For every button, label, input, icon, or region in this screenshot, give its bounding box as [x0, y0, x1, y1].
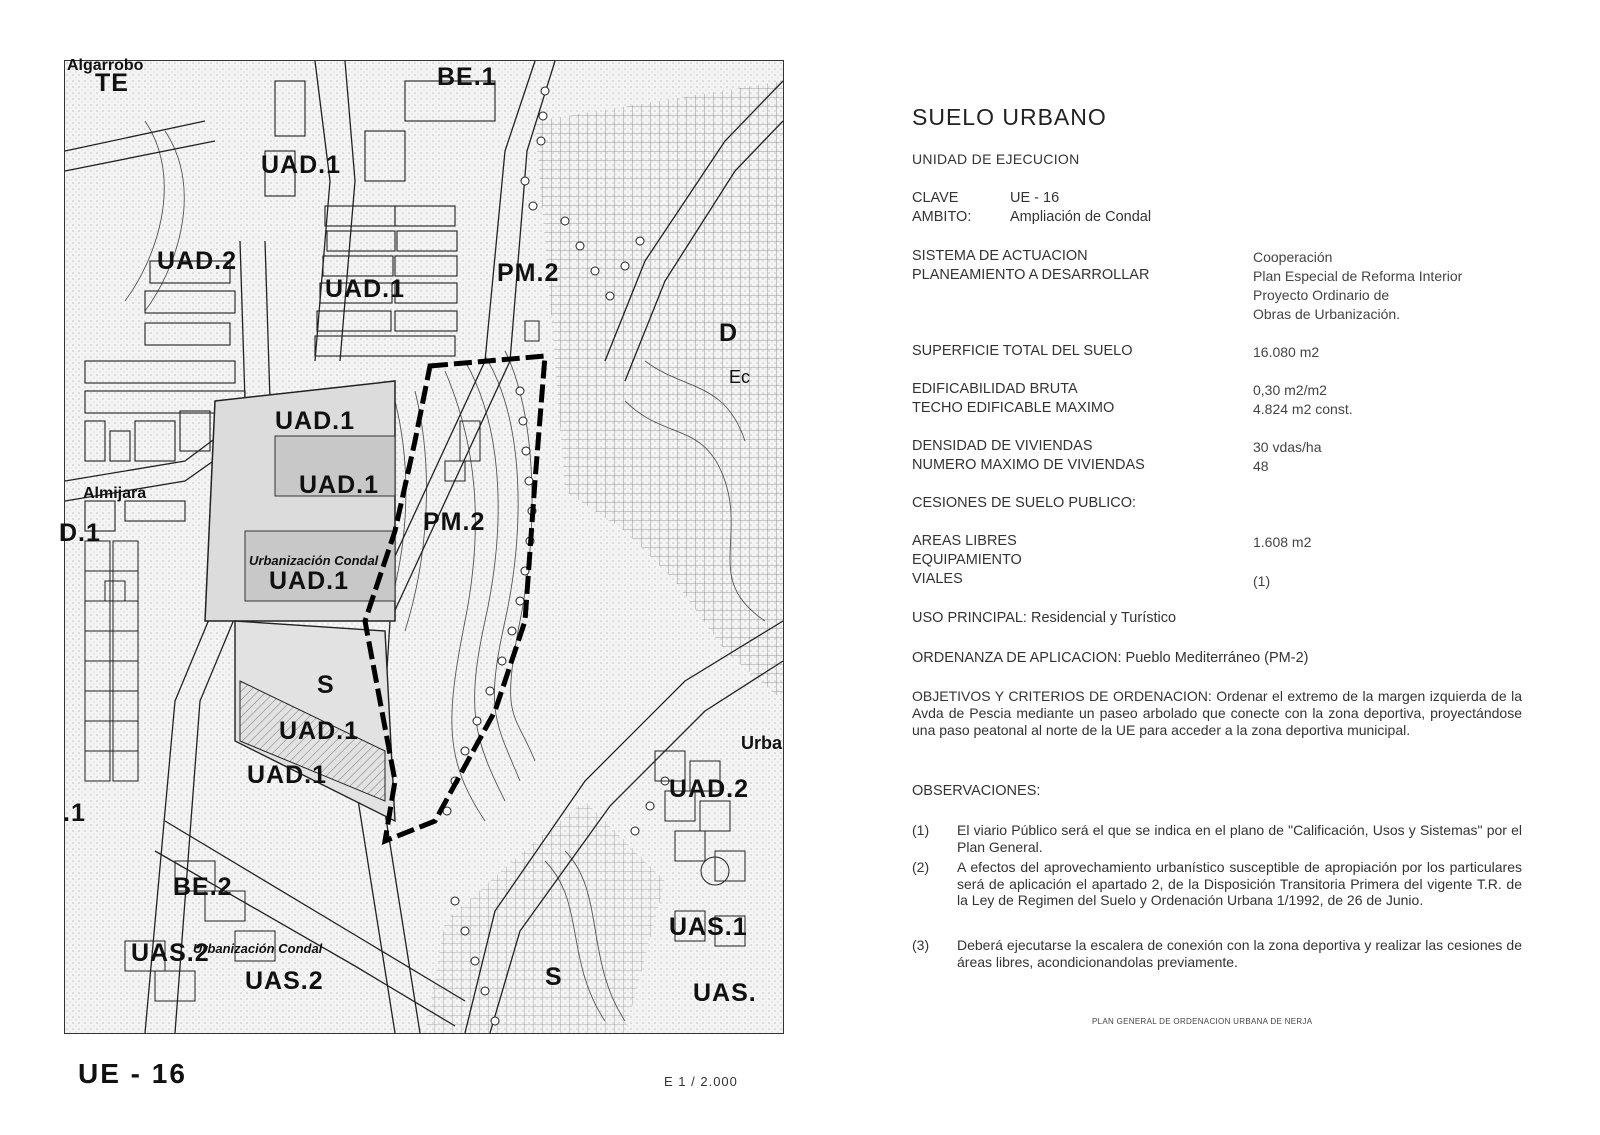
note-1-text: El viario Público será el que se indica en el plano de "Calificación, Usos y Sistemas" por el Plan General. — [957, 822, 1522, 855]
planeamiento-value-2: Proyecto Ordinario de — [1253, 287, 1390, 303]
sistema-label: SISTEMA DE ACTUACION — [912, 248, 1088, 264]
densidad-value: 30 vdas/ha — [1253, 439, 1322, 455]
planeamiento-value-1: Plan Especial de Reforma Interior — [1253, 268, 1463, 284]
note-2-text: A efectos del aprovechamiento urbanístico susceptible de apropiación por los particulares será de aplicación el apartado 2, de la Disposición Transitoria Primera del vigente T.R. de la Ley de Regimen del Suelo y Ordenación Urbana 1/1992, de 26 de Junio. — [957, 859, 1522, 908]
viales-value: (1) — [1253, 573, 1271, 589]
planeamiento-value-3: Obras de Urbanización. — [1253, 306, 1401, 322]
objetivos-paragraph: OBJETIVOS Y CRITERIOS DE ORDENACION: Ordenar el extremo de la margen izquierda de la Avda de Pescia mediante un paseo arbolado que conecte con la zona deportiva, proyectándose una paso peatonal al norte de la UE para acceder a la zona deportiva municipal. — [912, 688, 1522, 738]
superficie-value: 16.080 m2 — [1253, 344, 1320, 360]
label-pm2-mid: PM.2 — [423, 508, 486, 536]
label-uas2-a: UAS.2 — [131, 939, 210, 967]
map-scale: E 1 / 2.000 — [664, 1074, 738, 1089]
edificabilidad-label: EDIFICABILIDAD BRUTA — [912, 381, 1078, 397]
label-uad1-b: UAD.1 — [325, 275, 406, 303]
label-uad1-c: UAD.1 — [275, 407, 356, 435]
label-s-bottom: S — [545, 963, 563, 991]
label-be2: BE.2 — [173, 873, 233, 901]
equipamiento-label: EQUIPAMIENTO — [912, 552, 1022, 568]
cesiones-label: CESIONES DE SUELO PUBLICO: — [912, 495, 1137, 511]
note-3-number: (3) — [912, 937, 930, 953]
ordenanza: ORDENANZA DE APLICACION: Pueblo Mediterráneo (PM-2) — [912, 650, 1309, 666]
footer-plan-general: PLAN GENERAL DE ORDENACION URBANA DE NERJA — [1092, 1017, 1313, 1026]
label-urbanizacion-condal: Urbanización Condal — [249, 553, 379, 568]
ambito-value: Ampliación de Condal — [1010, 209, 1152, 225]
ambito-label: AMBITO: — [912, 209, 972, 225]
label-one-left: .1 — [63, 799, 86, 827]
clave-label: CLAVE — [912, 190, 959, 206]
label-uad1-g: UAD.1 — [247, 761, 328, 789]
superficie-label: SUPERFICIE TOTAL DEL SUELO — [912, 343, 1133, 359]
label-uas-br: UAS. — [693, 979, 757, 1007]
note-1-number: (1) — [912, 822, 930, 838]
viales-label: VIALES — [912, 571, 963, 587]
label-uad2-left: UAD.2 — [157, 247, 238, 275]
techo-label: TECHO EDIFICABLE MAXIMO — [912, 400, 1115, 416]
sheet-code: UE - 16 — [78, 1058, 187, 1089]
label-ec: Ec — [729, 367, 751, 387]
note-2-number: (2) — [912, 859, 930, 875]
numero-value: 48 — [1253, 458, 1269, 474]
label-d1: D.1 — [59, 519, 101, 547]
label-uas2-b: UAS.2 — [245, 967, 324, 995]
label-uad1-e: UAD.1 — [269, 567, 350, 595]
areas-libres-label: AREAS LIBRES — [912, 533, 1017, 549]
label-d: D — [719, 319, 739, 347]
numero-label: NUMERO MAXIMO DE VIVIENDAS — [912, 457, 1145, 473]
techo-value: 4.824 m2 const. — [1253, 401, 1353, 417]
urban-plan-map — [59, 57, 784, 1034]
note-3-text: Deberá ejecutarse la escalera de conexión con la zona deportiva y realizar las cesiones de áreas libres, acondicionandolas previamente. — [957, 937, 1522, 970]
label-te: TE — [95, 69, 129, 97]
page-title: SUELO URBANO — [912, 104, 1107, 130]
areas-libres-value: 1.608 m2 — [1253, 534, 1312, 550]
label-pm2-top: PM.2 — [497, 259, 560, 287]
label-be1: BE.1 — [437, 63, 497, 91]
label-algarrobo: Algarrobo — [67, 57, 144, 74]
edificabilidad-value: 0,30 m2/m2 — [1253, 382, 1327, 398]
label-uad2-right: UAD.2 — [669, 775, 750, 803]
label-urbanizacion-condal-b: Urbanización Condal — [193, 941, 323, 956]
label-uas1: UAS.1 — [669, 913, 748, 941]
label-uad1-d: UAD.1 — [299, 471, 380, 499]
sistema-value: Cooperación — [1253, 249, 1333, 265]
label-s-mid: S — [317, 671, 335, 699]
clave-value: UE - 16 — [1010, 190, 1060, 206]
densidad-label: DENSIDAD DE VIVIENDAS — [912, 438, 1093, 454]
planeamiento-label: PLANEAMIENTO A DESARROLLAR — [912, 267, 1150, 283]
page-subtitle: UNIDAD DE EJECUCION — [912, 151, 1080, 167]
label-uad1-f: UAD.1 — [279, 717, 360, 745]
label-uad1-a: UAD.1 — [261, 151, 342, 179]
observaciones-heading: OBSERVACIONES: — [912, 783, 1041, 799]
label-almijara: Almijara — [83, 485, 147, 502]
uso-principal: USO PRINCIPAL: Residencial y Turístico — [912, 610, 1177, 626]
label-urba: Urba — [741, 733, 783, 753]
